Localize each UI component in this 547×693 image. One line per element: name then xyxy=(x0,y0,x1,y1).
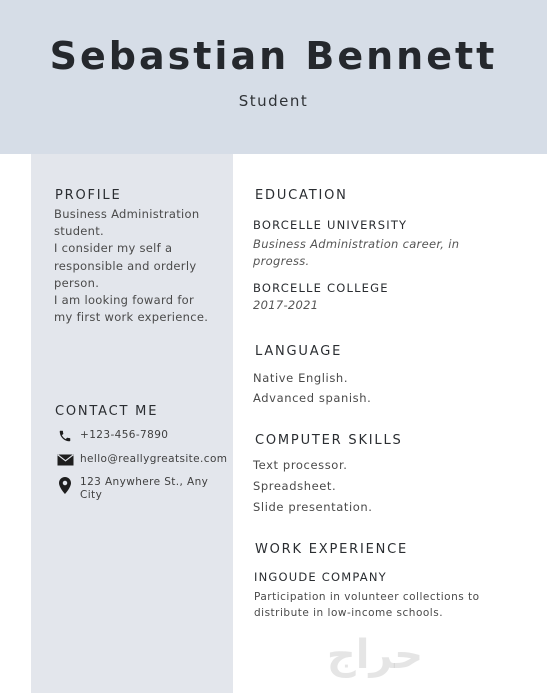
profile-line: I consider my self a xyxy=(54,241,173,256)
profile-line: I am looking foward for xyxy=(54,293,195,308)
work-description-line: distribute in low-income schools. xyxy=(254,607,444,619)
contact-email[interactable]: hello@reallygreatsite.com xyxy=(80,453,228,465)
skill-item: Text processor. xyxy=(253,458,348,472)
phone-icon xyxy=(56,429,74,443)
work-description-line: Participation in volunteer collections to xyxy=(254,591,480,603)
language-heading: LANGUAGE xyxy=(255,344,343,359)
profile-text xyxy=(54,206,208,326)
profile-heading: PROFILE xyxy=(55,188,122,203)
skill-item: Spreadsheet. xyxy=(253,479,337,493)
work-company: INGOUDE COMPANY xyxy=(254,570,387,584)
education-detail-line: progress. xyxy=(253,254,310,268)
contact-phone-row xyxy=(56,429,168,443)
language-item: Native English. xyxy=(253,371,349,385)
location-pin-icon xyxy=(56,476,74,494)
language-item: Advanced spanish. xyxy=(253,391,372,405)
watermark-logo: حراج xyxy=(326,632,424,678)
education-school: BORCELLE UNIVERSITY xyxy=(253,218,408,232)
profile-line: responsible and orderly xyxy=(54,258,197,273)
profile-line: my first work experience. xyxy=(54,310,209,325)
contact-address-row xyxy=(56,476,208,502)
education-detail xyxy=(253,236,459,270)
address-line: 123 Anywhere St., Any xyxy=(80,476,209,488)
profile-line: person. xyxy=(54,275,100,290)
contact-address xyxy=(80,476,208,502)
profile-line: Business Administration xyxy=(54,207,200,221)
education-detail-line: Business Administration career, in xyxy=(253,237,460,251)
resume-name: Sebastian Bennett xyxy=(49,34,498,78)
contact-email-row xyxy=(56,453,227,467)
mail-icon xyxy=(56,453,74,467)
contact-phone[interactable]: +123-456-7890 xyxy=(80,429,169,441)
contact-heading: CONTACT ME xyxy=(55,404,159,419)
resume-role: Student xyxy=(238,92,309,110)
education-school: BORCELLE COLLEGE xyxy=(253,281,389,295)
address-line: City xyxy=(80,489,103,501)
work-description xyxy=(254,589,480,621)
education-years: 2017-2021 xyxy=(253,298,319,312)
skills-heading: COMPUTER SKILLS xyxy=(255,433,403,448)
skill-item: Slide presentation. xyxy=(253,500,373,514)
education-heading: EDUCATION xyxy=(255,188,348,203)
profile-line: student. xyxy=(54,224,105,239)
work-heading: WORK EXPERIENCE xyxy=(255,542,409,557)
